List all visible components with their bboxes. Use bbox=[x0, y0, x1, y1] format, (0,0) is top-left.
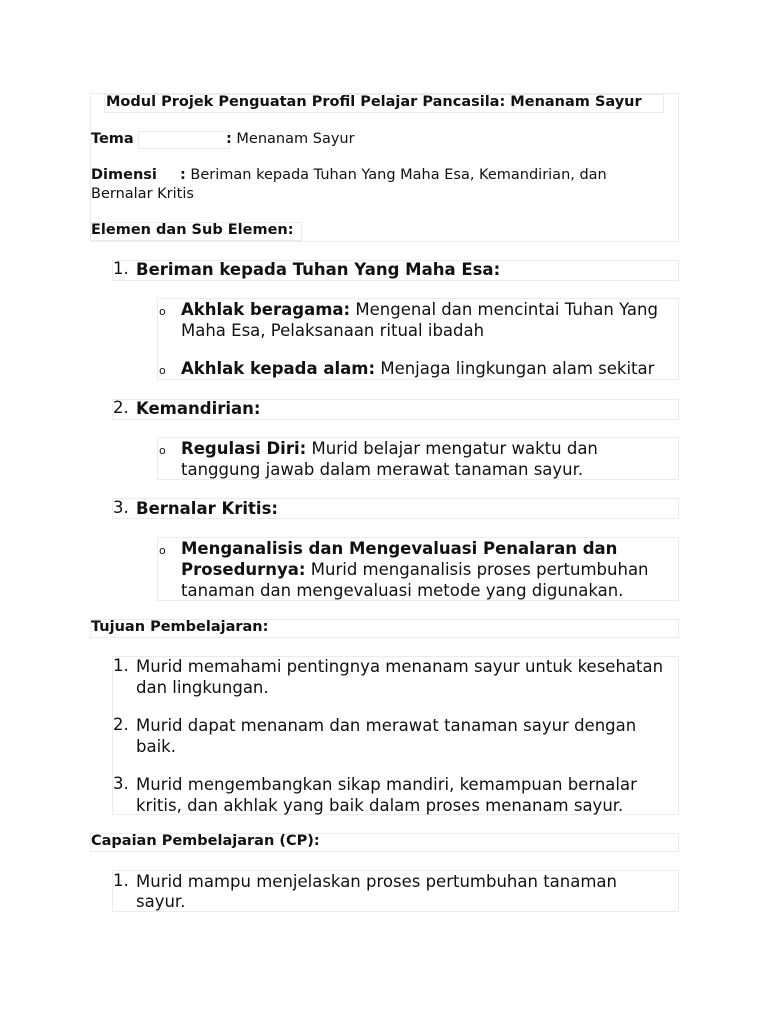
tema-value: : Menanam Sayur bbox=[226, 131, 355, 147]
document-title: Modul Projek Penguatan Profil Pelajar Pancasila: Menanam Sayur bbox=[106, 94, 642, 110]
tujuan-2-number: 2. bbox=[113, 715, 129, 734]
bullet-icon: o bbox=[159, 444, 166, 457]
sub-akhlak-beragama-cont: Maha Esa, Pelaksanaan ritual ibadah bbox=[181, 321, 485, 340]
sub-regulasi-diri: Regulasi Diri: Murid belajar mengatur waktu dan bbox=[181, 439, 598, 458]
tujuan-1-cont: dan lingkungan. bbox=[136, 678, 269, 697]
bullet-icon: o bbox=[159, 305, 166, 318]
cp-heading: Capaian Pembelajaran (CP): bbox=[91, 833, 320, 849]
sub-menganalisis-cont: Prosedurnya: Murid menganalisis proses pertumbuhan bbox=[181, 560, 649, 579]
elemen-heading: Elemen dan Sub Elemen: bbox=[91, 222, 294, 238]
dimensi-value: : Beriman kepada Tuhan Yang Maha Esa, Kemandirian, dan bbox=[180, 167, 607, 183]
tujuan-1-number: 1. bbox=[113, 656, 129, 675]
tema-label-box bbox=[138, 131, 230, 149]
bullet-icon: o bbox=[159, 364, 166, 377]
tujuan-heading: Tujuan Pembelajaran: bbox=[91, 619, 269, 635]
cp-1-number: 1. bbox=[113, 871, 129, 890]
element-3-title: Bernalar Kritis: bbox=[136, 499, 278, 518]
tujuan-3-cont: kritis, dan akhlak yang baik dalam proses menanam sayur. bbox=[136, 796, 624, 815]
cp-1: Murid mampu menjelaskan proses pertumbuhan tanaman bbox=[136, 872, 617, 891]
sub-akhlak-beragama: Akhlak beragama: Mengenal dan mencintai Tuhan Yang bbox=[181, 300, 658, 319]
sub-menganalisis-cont2: tanaman dan mengevaluasi metode yang digunakan. bbox=[181, 581, 624, 600]
element-1-title: Beriman kepada Tuhan Yang Maha Esa: bbox=[136, 260, 501, 279]
element-1-number: 1. bbox=[113, 259, 129, 278]
element-2-title: Kemandirian: bbox=[136, 399, 261, 418]
element-2-number: 2. bbox=[113, 398, 129, 417]
element-3-number: 3. bbox=[113, 498, 129, 517]
sub-menganalisis: Menganalisis dan Mengevaluasi Penalaran dan bbox=[181, 539, 618, 558]
tujuan-3-number: 3. bbox=[113, 774, 129, 793]
tujuan-3: Murid mengembangkan sikap mandiri, kemampuan bernalar bbox=[136, 775, 637, 794]
cp-1-cont: sayur. bbox=[136, 892, 186, 911]
tujuan-2: Murid dapat menanam dan merawat tanaman sayur dengan bbox=[136, 716, 637, 735]
tema-label: Tema bbox=[91, 131, 134, 147]
sub-regulasi-diri-cont: tanggung jawab dalam merawat tanaman sayur. bbox=[181, 460, 584, 479]
tujuan-1: Murid memahami pentingnya menanam sayur untuk kesehatan bbox=[136, 657, 664, 676]
bullet-icon: o bbox=[159, 544, 166, 557]
dimensi-value-cont: Bernalar Kritis bbox=[91, 186, 194, 202]
sub-akhlak-alam: Akhlak kepada alam: Menjaga lingkungan alam sekitar bbox=[181, 359, 655, 378]
dimensi-label: Dimensi bbox=[91, 167, 157, 183]
tujuan-2-cont: baik. bbox=[136, 737, 176, 756]
